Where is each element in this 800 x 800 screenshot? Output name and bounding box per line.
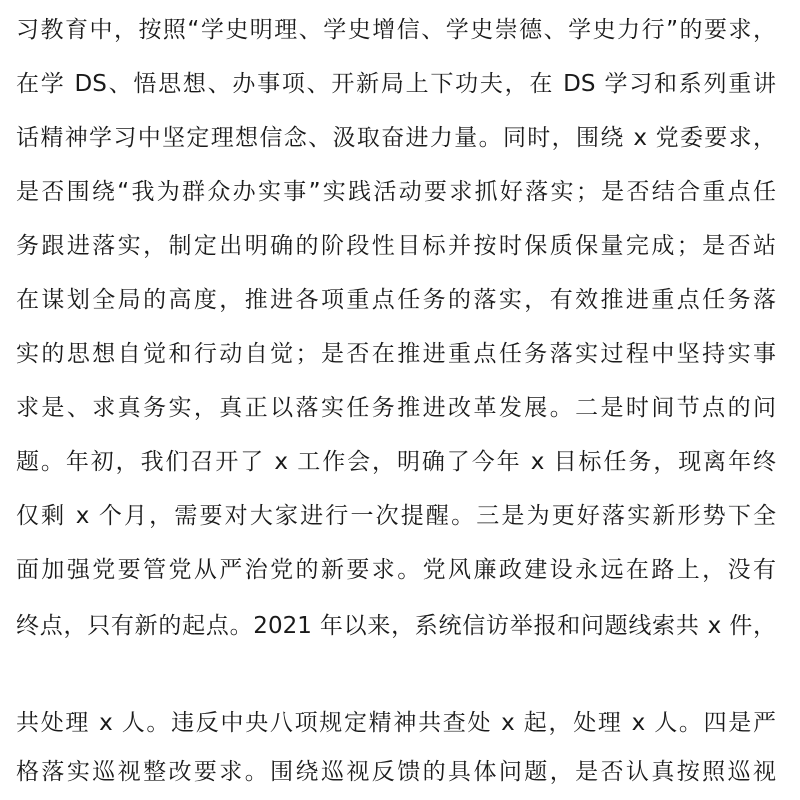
paragraph-line: 格落实巡视整改要求。围绕巡视反馈的具体问题，是否认真按照巡视 [16,759,776,785]
paragraph-line: 在学 DS、悟思想、办事项、开新局上下功夫，在 DS 学习和系列重讲 [16,71,776,97]
paragraph-line: 终点，只有新的起点。2021 年以来，系统信访举报和问题线索共 x 件， [16,613,776,639]
paragraph-line: 题。年初，我们召开了 x 工作会，明确了今年 x 目标任务，现离年终 [16,449,776,475]
paragraph-line: 实的思想自觉和行动自觉；是否在推进重点任务落实过程中坚持实事 [16,341,776,367]
paragraph-line: 面加强党要管党从严治党的新要求。党风廉政建设永远在路上，没有 [16,557,776,583]
paragraph-line: 务跟进落实，制定出明确的阶段性目标并按时保质保量完成；是否站 [16,233,776,259]
paragraph-line: 是否围绕“我为群众办实事”实践活动要求抓好落实；是否结合重点任 [16,179,776,205]
paragraph-line: 在谋划全局的高度，推进各项重点任务的落实，有效推进重点任务落 [16,287,776,313]
paragraph-line: 话精神学习中坚定理想信念、汲取奋进力量。同时，围绕 x 党委要求， [16,125,776,151]
paragraph-line: 习教育中，按照“学史明理、学史增信、学史崇德、学史力行”的要求， [16,17,776,43]
paragraph-line: 共处理 x 人。违反中央八项规定精神共查处 x 起，处理 x 人。四是严 [16,710,776,736]
paragraph-line: 仅剩 x 个月，需要对大家进行一次提醒。三是为更好落实新形势下全 [16,503,776,529]
paragraph-line: 求是、求真务实，真正以落实任务推进改革发展。二是时间节点的问 [16,395,776,421]
